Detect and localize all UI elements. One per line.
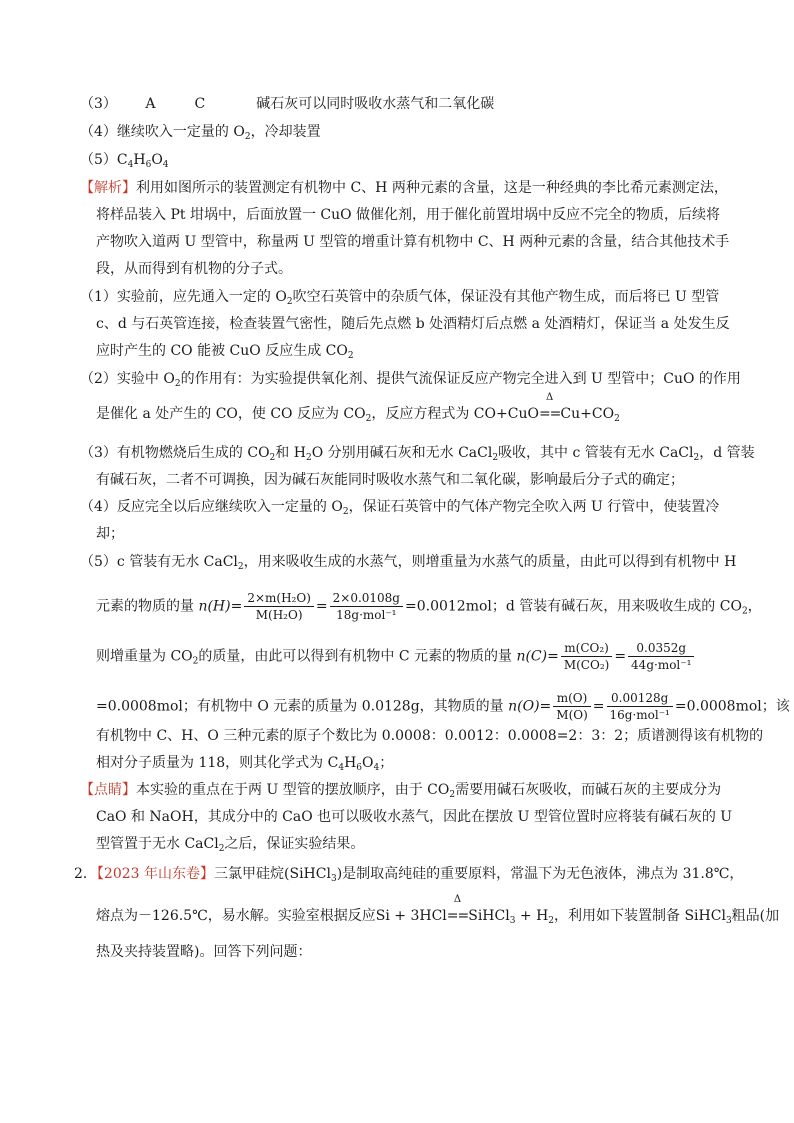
para-2-line-2: 是催化 a 处产生的 CO，使 CO 反应为 $CO_2$，反应方程式为 CO+CuO Δ $==Cu+CO_2$	[96, 392, 620, 424]
answer-3: （3） A C 碱石灰可以同时吸收水蒸气和二氧化碳	[80, 96, 495, 112]
para-4-line-2: 却；	[96, 526, 124, 542]
analysis-tag: 【解析】	[80, 180, 136, 196]
para-3-line-1: （3）有机物燃烧后生成的 $CO_2$和 $H_2O$ 分别用碱石灰和无水 CaCl$_2$吸收，其中 c 管装有无水 CaCl$_2$，d 管装	[80, 445, 755, 463]
para-5-line-3: 则增重量为 $CO_2$的质量，由此可以得到有机物中 C 元素的物质的量 n(C)= $\frac{\text{m(CO₂)}}{\text{M(CO₂)}}$ = $\frac{0.0352g}{\text{44g·mol⁻¹}}$	[96, 640, 696, 673]
fraction-co2: $\frac{\text{m(CO₂)}}{\text{M(CO₂)}}$	[561, 640, 612, 673]
para-5-line-2: 元素的物质的量 n(H)= $\frac{\text{2×m(H₂O)}}{\text{M(H₂O)}}$ = $\frac{2\times 0.0108g}{\text{18g·mol⁻¹}}$ =0.0012mol；d 管装有碱石灰，用来吸收生成的 $CO_2$，	[96, 591, 762, 622]
fraction-o-value: $\frac{0.00128g}{\text{16g·mol⁻¹}}$	[607, 690, 673, 723]
fraction-h-value: $\frac{2\times 0.0108g}{\text{18g·mol⁻¹}}$	[330, 590, 403, 623]
para-3-line-2: 有碱石灰，二者不可调换，因为碱石灰能同时吸收水蒸气和二氧化碳，影响最后分子式的确定；	[96, 472, 684, 488]
key-point-line-3: 型管置于无水 CaCl$_2$之后，保证实验结果。	[96, 836, 365, 854]
analysis-line-1: 【解析】利用如图所示的装置测定有机物中 C、H 两种元素的含量，这是一种经典的李比希元素测定法，	[80, 180, 728, 196]
para-5-line-1: （5）c 管装有无水 CaCl$_2$，用来吸收生成的水蒸气，则增重量为水蒸气的质量，由此可以得到有机物中 H	[80, 554, 737, 572]
para-5-line-4: =0.0008mol；有机物中 O 元素的质量为 0.0128g，其物质的量 n(O)= $\frac{m(O)}{M(O)}$ = $\frac{0.00128g}{\text{16g·mol⁻¹}}$ =0.0008mol；该	[96, 691, 790, 722]
key-point-tag: 【点睛】	[80, 782, 136, 798]
answer-3-choice-a: A	[145, 96, 156, 112]
fraction-o: $\frac{m(O)}{M(O)}$	[553, 690, 591, 723]
answer-4: （4）继续吹入一定量的 $O_2$，冷却装置	[80, 124, 321, 142]
para-5-line-5: 有机物中 C、H、O 三种元素的原子个数比为 0.0008：0.0012：0.0008=2：3：2；质谱测得该有机物的	[96, 728, 764, 744]
question-2-line-1: 2．【2023 年山东卷】三氯甲硅烷(SiHCl$_3$)是制取高纯硅的重要原料，常温下为无色液体，沸点为 31.8℃，	[74, 866, 744, 884]
heat-condition-arrow: Δ ==	[446, 894, 469, 924]
analysis-line-3: 产物吹入道两 U 型管中，称量两 U 型管的增重计算有机物中 C、H 两种元素的含量，结合其他技术手	[96, 234, 730, 250]
question-2-line-3: 热及夹持装置略)。回答下列问题：	[96, 944, 312, 960]
key-point-line-2: CaO 和 NaOH，其成分中的 CaO 也可以吸收水蒸气，因此在摆放 U 型管位置时应将装有碱石灰的 U	[96, 809, 733, 825]
answer-3-choice-c: C	[194, 96, 206, 112]
para-5-line-6: 相对分子质量为 118，则其化学式为 $C_4H_6O_4$；	[96, 755, 394, 773]
fraction-c-value: $\frac{0.0352g}{\text{44g·mol⁻¹}}$	[628, 640, 694, 673]
question-source-tag: 【2023 年山东卷】	[96, 866, 215, 882]
fraction-h2o: $\frac{\text{2×m(H₂O)}}{\text{M(H₂O)}}$	[244, 590, 314, 623]
para-4-line-1: （4）反应完全以后应继续吹入一定量的 $O_2$，保证石英管中的气体产物完全吹入两 U 行管中，使装置冷	[80, 499, 720, 517]
heat-condition-arrow: Δ ==	[538, 392, 561, 422]
para-2-line-1: （2）实验中 $O_2$的作用有：为实验提供氧化剂、提供气流保证反应产物完全进入到 U 型管中；CuO 的作用	[80, 371, 741, 389]
key-point-line-1: 【点睛】本实验的重点在于两 U 型管的摆放顺序，由于 $CO_2$需要用碱石灰吸收，而碱石灰的主要成分为	[80, 782, 722, 800]
question-2-line-2: 熔点为－126.5℃，易水解。实验室根据反应Si + 3HCl Δ ==SiHCl$_3$ + $H_2$，利用如下装置制备 SiHCl$_3$粗品(加	[96, 894, 780, 926]
analysis-line-2: 将样品装入 Pt 坩埚中，后面放置一 CuO 做催化剂，用于催化前置坩埚中反应不完全的物质，后续将	[96, 207, 721, 223]
para-1-line-2: c、d 与石英管连接，检查装置气密性，随后先点燃 b 处酒精灯后点燃 a 处酒精灯，保证当 a 处发生反	[96, 316, 730, 332]
question-number: 2．	[74, 866, 97, 882]
answer-5: $(5)C_4H_6O_4$	[80, 152, 169, 170]
analysis-line-4: 段，从而得到有机物的分子式。	[96, 261, 292, 277]
para-1-line-3: 应时产生的 CO 能被 CuO 反应生成 $CO_2$	[96, 343, 354, 361]
para-1-line-1: （1）实验前，应先通入一定的 $O_2$吹空石英管中的杂质气体，保证没有其他产物生成，而后将已 U 型管	[80, 289, 720, 307]
